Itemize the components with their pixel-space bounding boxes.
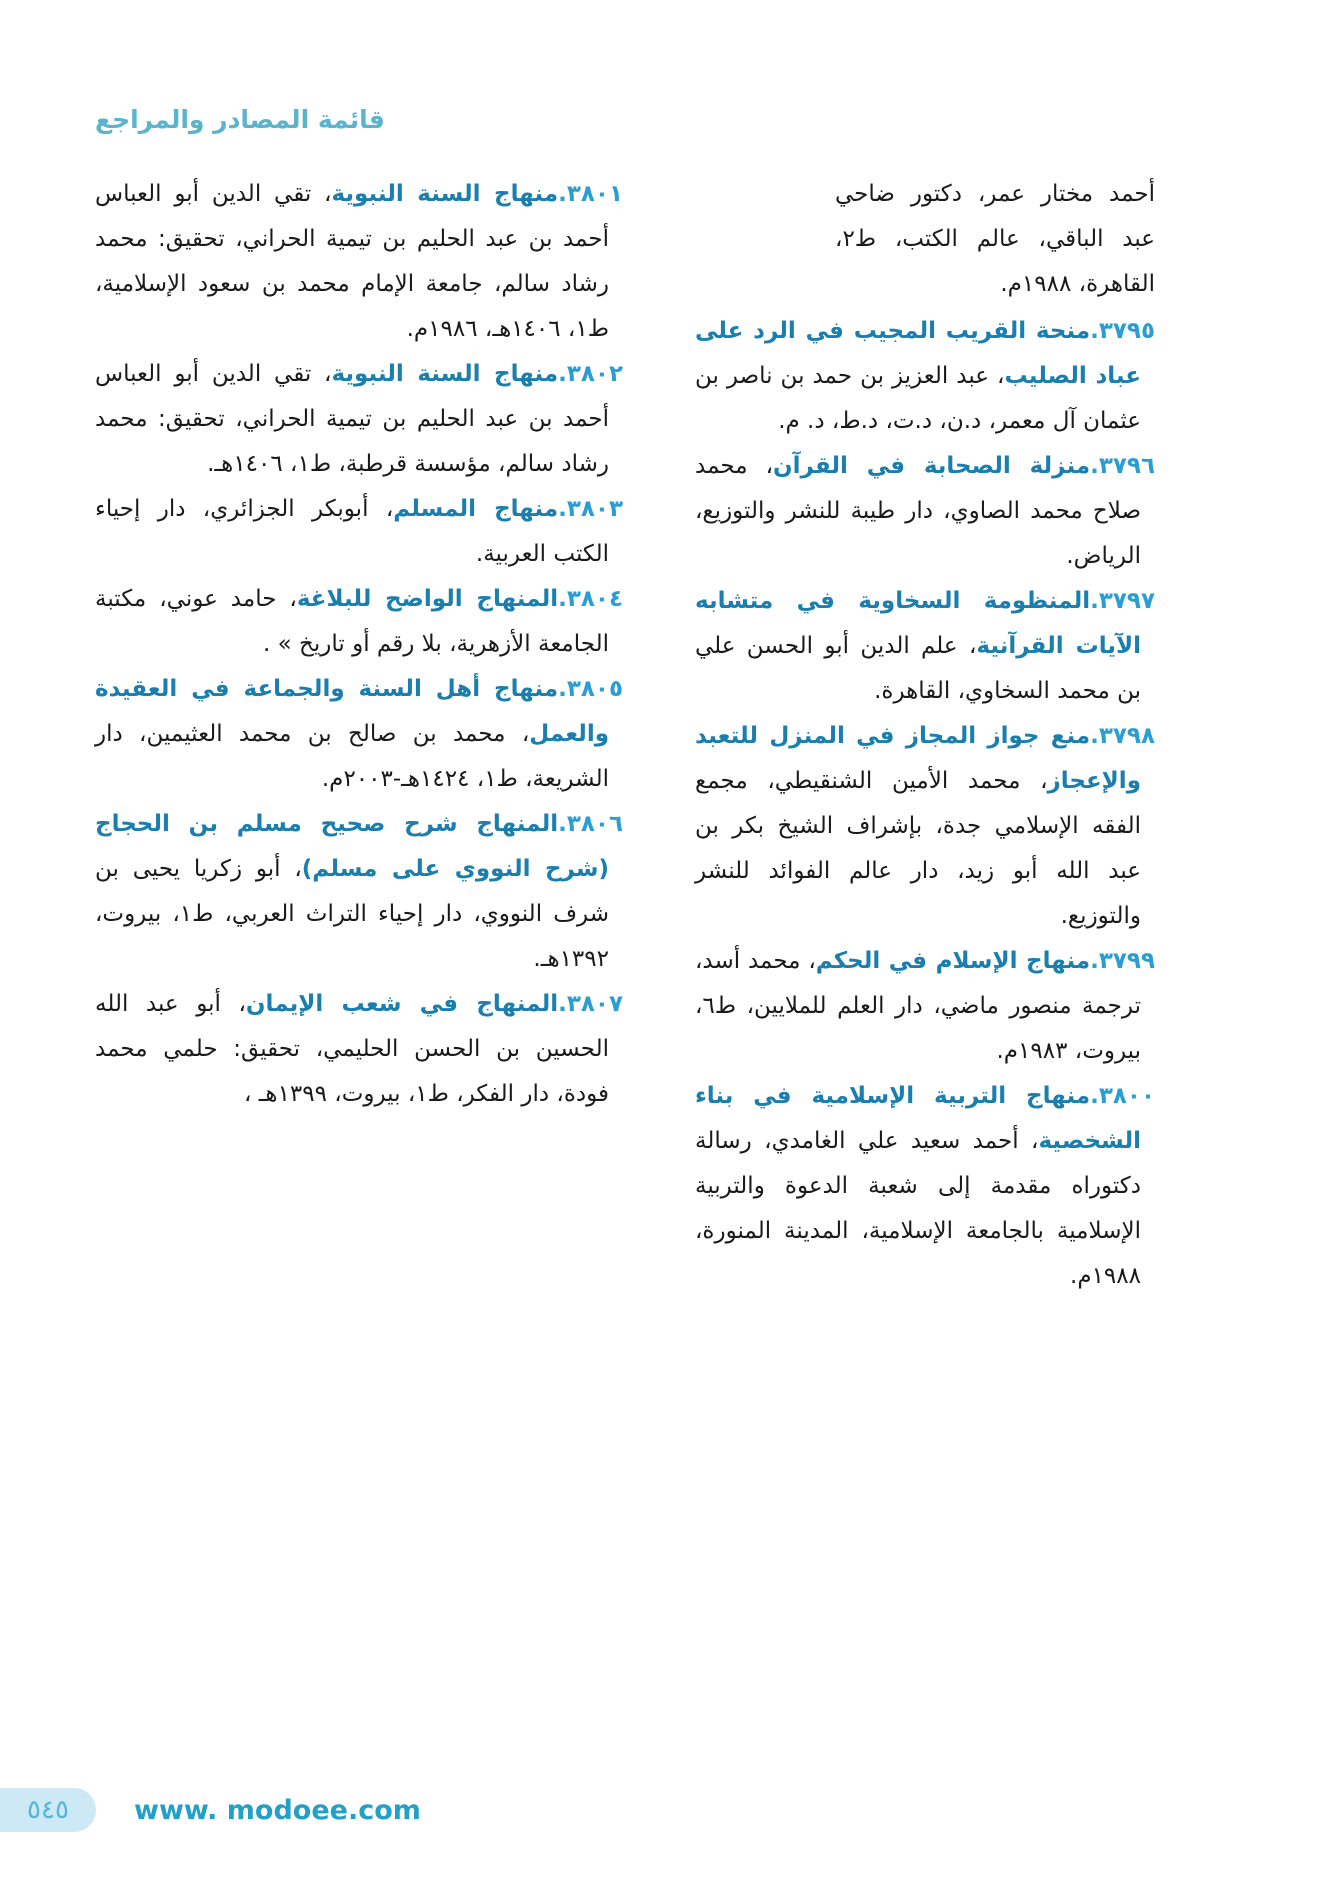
entry-text: ، محمد الأمين الشنقيطي، مجمع الفقه الإسلامي جدة، بإشراف الشيخ بكر بن عبد الله أبو زيد، دار عالم الفوائد للنشر والتوزيع. xyxy=(695,768,1141,929)
entry-number: ٣٧٩٦. xyxy=(1090,453,1155,479)
page-number-pill xyxy=(0,1788,96,1832)
entry-text: ، أبوبكر الجزائري، دار إحياء الكتب العربية. xyxy=(95,496,609,567)
entry-text: ، محمد بن صالح بن محمد العثيمين، دار الشريعة، ط١، ١٤٢٤هـ-٢٠٠٣م. xyxy=(95,721,609,792)
entry-title: منهاج أهل السنة والجماعة في العقيدة والعمل xyxy=(95,676,609,747)
entry-text: ، تقي الدين أبو العباس أحمد بن عبد الحليم بن تيمية الحراني، تحقيق: محمد رشاد سالم، مؤسسة قرطبة، ط١، ١٤٠٦هـ. xyxy=(95,361,609,477)
entry-number: ٣٨٠٦. xyxy=(558,811,623,837)
bibliography-entry xyxy=(95,352,623,487)
left-column xyxy=(95,172,623,1117)
entry-title: منهاج المسلم xyxy=(393,496,559,522)
website-text: www. modoee.com xyxy=(134,1794,421,1826)
entry-title: منهاج السنة النبوية xyxy=(331,361,559,387)
entry-text: ، محمد صلاح محمد الصاوي، دار طيبة للنشر والتوزيع، الرياض. xyxy=(695,453,1141,569)
bibliography-entry xyxy=(695,444,1155,579)
bibliography-entry xyxy=(95,802,623,982)
entry-text: ، حامد عوني، مكتبة الجامعة الأزهرية، بلا رقم أو تاريخ » . xyxy=(95,586,609,657)
bibliography-entry xyxy=(95,667,623,802)
entry-text: ، تقي الدين أبو العباس أحمد بن عبد الحليم بن تيمية الحراني، تحقيق: محمد رشاد سالم، جامعة الإمام محمد بن سعود الإسلامية، ط١، ١٤٠٦هـ، ١٩٨٦م. xyxy=(95,181,609,342)
entry-text: ، أبو عبد الله الحسين بن الحسن الحليمي، تحقيق: حلمي محمد فودة، دار الفكر، ط١، بيروت، ١٣٩٩هـ ، xyxy=(95,991,609,1107)
entry-number: ٣٨٠٢. xyxy=(558,361,623,387)
entry-title: منع جواز المجاز في المنزل للتعبد والإعجاز xyxy=(695,723,1141,794)
entry-text: ، محمد أسد، ترجمة منصور ماضي، دار العلم للملايين، ط٦، بيروت، ١٩٨٣م. xyxy=(695,948,1141,1064)
entry-text: ، أبو زكريا يحيى بن شرف النووي، دار إحياء التراث العربي، ط١، بيروت، ١٣٩٢هـ. xyxy=(95,856,610,972)
entry-number: ٣٨٠١. xyxy=(558,181,623,207)
entry-title: المنهاج في شعب الإيمان xyxy=(245,991,559,1017)
entry-number: ٣٧٩٨. xyxy=(1090,723,1155,749)
bibliography-entry xyxy=(695,714,1155,939)
entry-number: ٣٨٠٧. xyxy=(558,991,623,1017)
entry-title: المنظومة السخاوية في متشابه الآيات القرآنية xyxy=(695,588,1141,659)
entry-number: ٣٧٩٩. xyxy=(1090,948,1155,974)
bibliography-entry xyxy=(95,577,623,667)
entry-text: ، عبد العزيز بن حمد بن ناصر بن عثمان آل معمر، د.ن، د.ت، د.ط، د. م. xyxy=(695,363,1141,434)
entry-title: منهاج التربية الإسلامية في بناء الشخصية xyxy=(695,1083,1141,1154)
bibliography-entry xyxy=(95,172,623,352)
entry-title: المنهاج شرح صحيح مسلم بن الحجاج (شرح النووي على مسلم) xyxy=(95,811,610,882)
bibliography-entry xyxy=(95,487,623,577)
bibliography-entry xyxy=(695,939,1155,1074)
entry-number: ٣٨٠٤. xyxy=(558,586,624,612)
entry-title: منهاج الإسلام في الحكم xyxy=(815,948,1091,974)
entry-continuation: أحمد مختار عمر، دكتور ضاحي عبد الباقي، عالم الكتب، ط٢، القاهرة، ١٩٨٨م. xyxy=(835,181,1155,297)
page-header xyxy=(0,0,1339,134)
bibliography-entry xyxy=(695,579,1155,714)
section-title: قائمة المصادر والمراجع xyxy=(95,105,385,134)
entry-title: منحة القريب المجيب في الرد على عباد الصليب xyxy=(695,318,1142,389)
entry-title: منزلة الصحابة في القرآن xyxy=(773,453,1091,479)
entry-text: ، أحمد سعيد علي الغامدي، رسالة دكتوراه مقدمة إلى شعبة الدعوة والتربية الإسلامية بالجامعة الإسلامية، المدينة المنورة، ١٩٨٨م. xyxy=(695,1128,1141,1289)
entry-number: ٣٧٩٥. xyxy=(1090,318,1155,344)
entry-number: ٣٨٠٥. xyxy=(558,676,623,702)
bibliography-entry xyxy=(695,309,1155,444)
right-column xyxy=(695,172,1155,1299)
content-columns xyxy=(0,134,1339,1734)
entry-number: ٣٨٠٠. xyxy=(1090,1083,1155,1109)
bibliography-entry xyxy=(695,1074,1155,1299)
entry-title: المنهاج الواضح للبلاغة xyxy=(296,586,559,612)
entry-title: منهاج السنة النبوية xyxy=(331,181,559,207)
entry-text: ، علم الدين أبو الحسن علي بن محمد السخاوي، القاهرة. xyxy=(695,633,1141,704)
page-number: ٥٤٥ xyxy=(27,1795,69,1825)
entry-number: ٣٨٠٣. xyxy=(558,496,623,522)
page-footer xyxy=(0,1788,1339,1832)
entry-number: ٣٧٩٧. xyxy=(1090,588,1155,614)
bibliography-entry xyxy=(95,982,623,1117)
